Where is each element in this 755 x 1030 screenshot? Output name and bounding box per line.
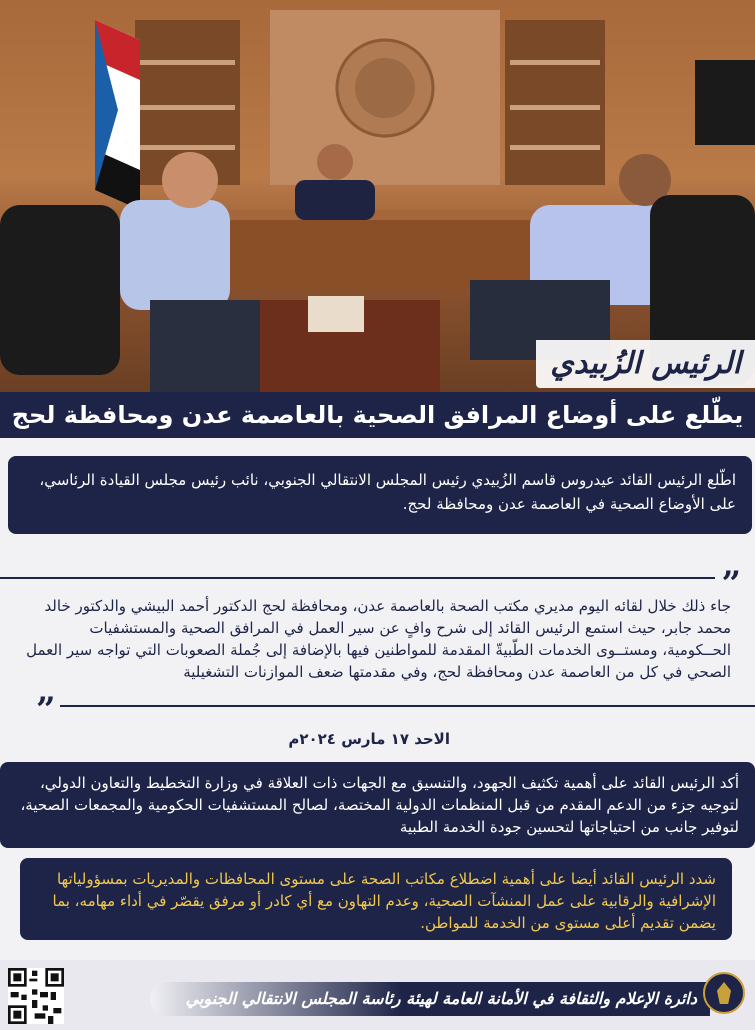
council-emblem-icon xyxy=(703,972,745,1014)
quote-block xyxy=(0,565,755,755)
quote-top-rule xyxy=(0,577,715,579)
name-tag: الرئيس الزُبيدي xyxy=(536,340,755,388)
qr-code-icon[interactable] xyxy=(8,968,64,1024)
date-label: الاحد ١٧ مارس ٢٠٢٤م xyxy=(288,730,450,748)
intro-box: اطّلع الرئيس القائد عيدروس قاسم الزُبيدي رئيس المجلس الانتقالي الجنوبي، نائب رئيس مجلس القيادة الرئاسي، على الأوضاع الصحية في العاصمة عدن ومحافظة لحج. xyxy=(8,456,752,534)
headline: يطّلع على أوضاع المرافق الصحية بالعاصمة عدن ومحافظة لحج xyxy=(0,392,755,438)
paragraph-box-2: أكد الرئيس القائد على أهمية تكثيف الجهود، والتنسيق مع الجهات ذات العلاقة في وزارة التخطيط والتعاون الدولي، لتوجيه جزء من الدعم المقدم من قبل المنظمات الدولية المختصة، لصالح المستشفيات الحكومية والمجمعات الصحية، لتوفير جانب من احتياجاتها لتحسين جودة الخدمة الطبية xyxy=(0,762,755,848)
quote-open-icon: ” xyxy=(721,564,741,604)
footer-text: دائرة الإعلام والثقافة في الأمانة العامة لهيئة رئاسة المجلس الانتقالي الجنوبي xyxy=(185,989,697,1008)
quote-close-icon: ” xyxy=(36,690,56,730)
paragraph-box-3: شدد الرئيس القائد أيضا على أهمية اضطلاع مكاتب الصحة على مستوى المحافظات والمديريات بمسؤولياتها الإشرافية والرقابية على عمل المنشآت الصحية، وعدم التهاون مع أي كادر أو مرفق يقصّر في أداء مهامه، بما يضمن تقديم أعلى مستوى من الخدمة للمواطن. xyxy=(20,858,732,940)
quote-text: جاء ذلك خلال لقائه اليوم مديري مكتب الصحة بالعاصمة عدن، ومحافظة لحج الدكتور أحمد البيشي والدكتور خالد محمد جابر، حيث استمع الرئيس القائد إلى شرح وافٍ عن سير العمل في المرافق الصحية والمستشفيات الحــكومية، ومستــوى الخدمات الطّبيةّ المقدمة للمواطنين فيها بالإضافة إلى جُملة الصعوبات التي تواجه سير العمل الصحي في كل من العاصمة عدن ومحافظة لحج، وفي مقدمتها ضعف الموازنات التشغيلية xyxy=(26,597,731,681)
quote-bottom-rule xyxy=(60,705,755,707)
meeting-illustration xyxy=(0,0,755,392)
footer xyxy=(0,960,755,1030)
meeting-photo xyxy=(0,0,755,392)
